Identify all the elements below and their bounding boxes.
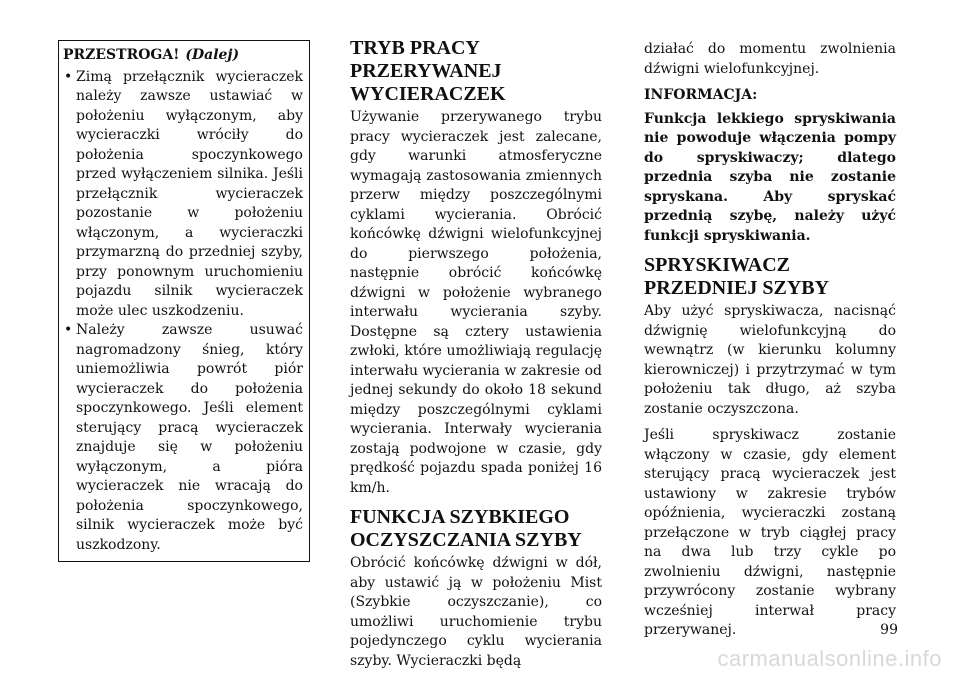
- intermittent-wipers-body: Używanie przerywanego trybu pracy wycieraczek jest zalecane, gdy warunki atmosferyczne wymagają zastosowania zmiennych przerw między poszczególnymi cyklami wycierania. Obrócić końcówkę dźwigni wielofunkcyjnej do pierwszego położenia, następnie obrócić końcówkę dźwigni w położenie wybranego interwału wycierania szyby. Dostępne są cztery ustawienia zwłoki, które umożliwiają regulację interwału wycierania w zakresie od jednej sekundy do około 18 sekund między poszczególnymi cyklami wycierania. Interwały wycierania zostają podwojone w czasie, gdy prędkość pojazdu spada poniżej 16 km/h.: [350, 109, 602, 496]
- warning-bullet-1-text: Zimą przełącznik wycieraczek należy zawsze ustawiać w położeniu wyłączonym, aby wycieraczki wróciły do położenia spoczynkowego przed wyłączeniem silnika. Jeśli przełącznik wycieraczek pozostanie w położeniu włączonym, a wycieraczki przymarzną do przedniej szyby, przy ponownym uruchomieniu pojazdu silnik wycieraczek może ulec uszkodzeniu.: [76, 68, 303, 319]
- mist-function-body-continued: działać do momentu zwolnienia dźwigni wielofunkcyjnej.: [644, 41, 896, 77]
- warning-bullet-2-text: Należy zawsze usuwać nagromadzony śnieg, który uniemożliwia powrót piór wycieraczek do położenia spoczynkowego. Jeśli element sterujący pracą wycieraczek znajduje się w położeniu wyłączonym, a pióra wycieraczek nie wracają do położenia spoczynkowego, silnik wycieraczek może być uszkodzony.: [76, 322, 303, 553]
- warning-box: [58, 40, 310, 562]
- column-middle: [350, 37, 602, 678]
- washer-body-1: Aby użyć spryskiwacza, nacisnąć dźwignię wielofunkcyjną do wewnątrz (w kierunku kolumny kierowniczej) i przytrzymać w tym położeniu tak długo, aż szyba zostanie oczyszczona.: [644, 303, 896, 417]
- washer-body-2: Jeśli spryskiwacz zostanie włączony w czasie, gdy element sterujący pracą wycieraczek jest ustawiony w zakresie trybów opóźnienia, wycieraczki zostaną przełączone w tryb ciągłej pracy na dwa lub trzy cykle po zwolnieniu dźwigni, następnie przywrócony zostanie wybrany wcześniej interwał pracy przerywanej.: [644, 427, 896, 638]
- warning-bullet-2: [63, 321, 303, 555]
- warning-title-text: PRZESTROGA!: [63, 47, 180, 63]
- heading-intermittent-wipers: TRYB PRACY PRZERYWANEJ WYCIERACZEK: [350, 37, 506, 105]
- column-left: [58, 40, 310, 562]
- info-body: Funkcja lekkiego spryskiwania nie powoduje włączenia pompy do spryskiwaczy; dlatego przednia szyba nie zostanie spryskana. Aby spryskać przednią szybę, należy użyć funkcji spryskiwania.: [644, 110, 896, 244]
- warning-title: [63, 46, 303, 66]
- page-number: 99: [880, 622, 898, 638]
- warning-title-continued: (Dalej): [185, 47, 240, 63]
- warning-bullet-1: [63, 68, 303, 322]
- bullet-icon: •: [64, 68, 73, 85]
- heading-mist-function: FUNKCJA SZYBKIEGO OCZYSZCZANIA SZYBY: [350, 506, 582, 551]
- watermark: carmanualsonline.info: [717, 646, 942, 671]
- column-right: [644, 40, 896, 648]
- mist-function-body: Obrócić końcówkę dźwigni w dół, aby ustawić ją w położeniu Mist (Szybkie oczyszczanie), co umożliwi uruchomienie trybu pojedynczego cyklu wycierania szyby. Wycieraczki będą: [350, 555, 602, 669]
- info-title: INFORMACJA:: [644, 87, 758, 103]
- heading-windshield-washer: SPRYSKIWACZ PRZEDNIEJ SZYBY: [644, 254, 830, 299]
- bullet-icon: •: [64, 322, 73, 338]
